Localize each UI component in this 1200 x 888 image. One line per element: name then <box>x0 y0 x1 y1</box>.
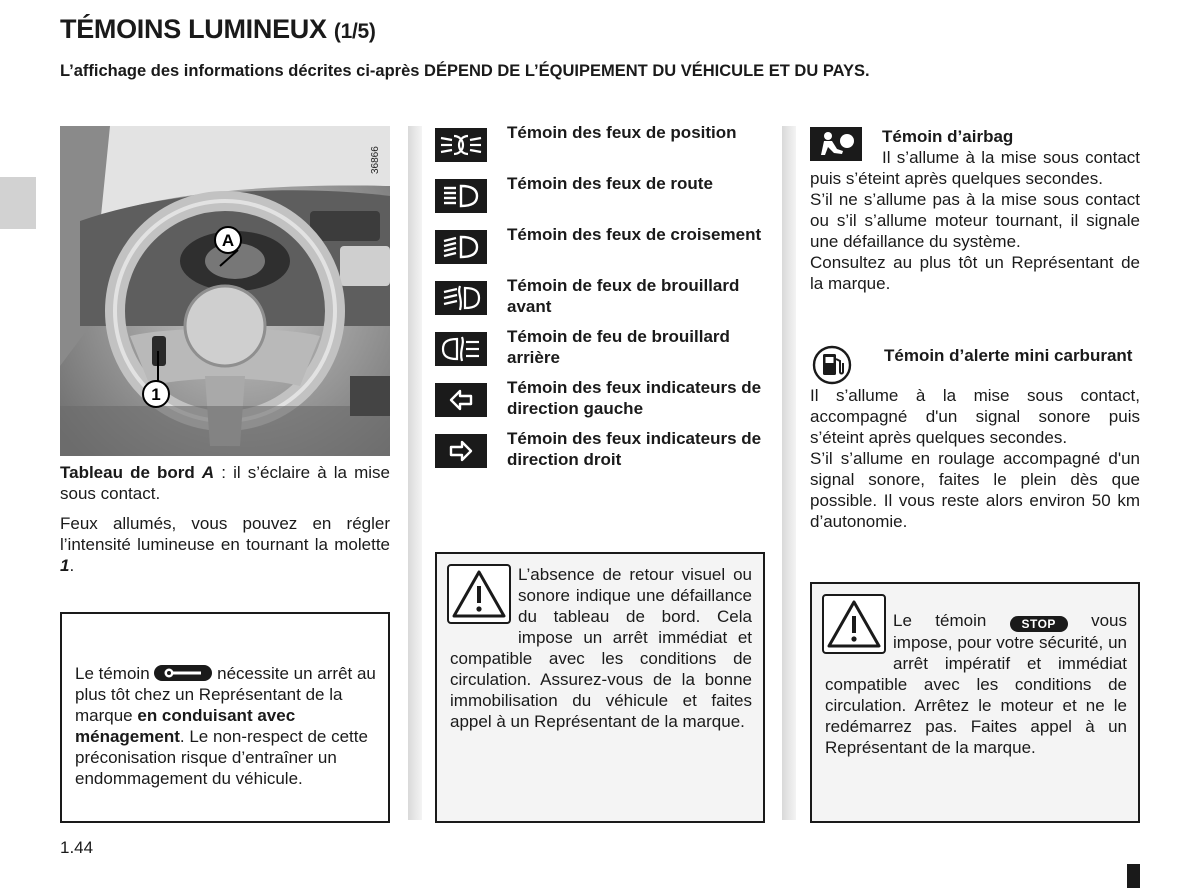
service-warning-bold: en conduisant avec ménagement <box>75 706 296 746</box>
brightness-text-end: . <box>69 556 75 575</box>
page-subtitle: L’affichage des informations décrites ci-après DÉPEND DE L’ÉQUIPEMENT DU VÉHICULE ET DU PAYS. <box>60 62 870 80</box>
title-text: TÉMOINS LUMINEUX <box>60 14 327 44</box>
indicator-label: Témoin des feux de croisement <box>507 225 762 244</box>
dashboard-term: Tableau de bord <box>60 463 195 482</box>
stop-warning-text-start: Le témoin <box>893 611 1010 630</box>
airbag-text-3: Consultez au plus tôt un Représentant de la marque. <box>810 253 1140 293</box>
title-suffix: (1/5) <box>333 20 376 43</box>
dashboard-description-text: : il s’éclaire à la mise sous contact. <box>60 463 390 503</box>
stop-warning-text-end: vous impose, pour votre sécurité, un arrêt impératif et immédiat compatible avec les conditions de circulation. Arrêtez le moteur et ne le redémarrez pas. Faites appel à un Représentant de la marque. <box>825 611 1127 757</box>
column-divider <box>782 126 796 820</box>
photo-label-1: 1 <box>151 385 161 404</box>
indicator-high-beam <box>435 174 765 223</box>
airbag-section <box>810 126 1140 294</box>
left-turn-signal-icon <box>435 383 487 417</box>
indicator-rear-fog-light <box>435 327 765 376</box>
indicator-low-beam <box>435 225 765 274</box>
service-warning-text-mid: nécessite un arrêt au plus tôt chez un Représentant de la marque <box>75 664 376 725</box>
corner-marker <box>1127 864 1140 888</box>
fuel-section <box>810 345 1140 532</box>
airbag-icon <box>810 127 862 161</box>
stop-warning-text <box>825 610 1127 758</box>
service-warning-text <box>75 663 377 789</box>
service-warning-text-start: Le témoin <box>75 664 155 683</box>
indicator-label: Témoin de feux de brouillard avant <box>507 276 740 316</box>
indicator-label: Témoin de feu de brouillard arrière <box>507 327 730 367</box>
dashboard-photo <box>60 126 390 456</box>
indicator-label: Témoin des feux indicateurs de direction gauche <box>507 378 762 418</box>
brightness-ref-1: 1 <box>60 556 70 575</box>
stop-badge: STOP <box>1010 616 1068 632</box>
wrench-icon <box>154 665 212 681</box>
rear-fog-light-icon <box>435 332 487 366</box>
indicator-left-turn-signal <box>435 378 765 427</box>
service-warning-text-end: . Le non-respect de cette préconisation risque d’entraîner un endommagement du véhicule. <box>75 727 368 788</box>
stop-warning-box <box>810 582 1140 823</box>
fuel-text-1: Il s’allume à la mise sous contact, accompagné d'un signal sonore puis s’éteint après quelques secondes. <box>810 386 1140 447</box>
indicator-position-lights <box>435 123 765 172</box>
dashboard-failure-warning-text <box>450 564 752 732</box>
section-tab-marker <box>0 177 36 229</box>
page-number: 1.44 <box>60 838 94 857</box>
position-lights-icon <box>435 128 487 162</box>
dashboard-failure-warning-body: L’absence de retour visuel ou sonore indique une défaillance du tableau de bord. Cela impose un arrêt immédiat et compatible avec les conditions de circulation. Assurez-vous de la bonne immobilisation du véhicule et faites appel à un Représentant de la marque. <box>450 565 752 731</box>
fuel-text-2: S’il s’allume en roulage accompagné d'un signal sonore, faites le plein dès que possible. Il vous reste alors environ 50 km d’autonomie. <box>810 449 1140 531</box>
indicator-front-fog-light <box>435 276 765 325</box>
airbag-text-2: S’il ne s’allume pas à la mise sous contact ou s’il s’allume moteur tournant, il signale une défaillance du système. <box>810 190 1140 251</box>
high-beam-icon <box>435 179 487 213</box>
indicator-label: Témoin des feux de route <box>507 174 713 193</box>
airbag-title: Témoin d’airbag <box>882 127 1014 146</box>
fuel-pump-icon <box>812 345 852 385</box>
front-fog-light-icon <box>435 281 487 315</box>
airbag-text-1: Il s’allume à la mise sous contact puis s’éteint après quelques secondes. <box>810 148 1140 188</box>
service-warning-box <box>60 612 390 823</box>
fuel-title: Témoin d’alerte mini carburant <box>884 346 1133 365</box>
dashboard-ref-a: A <box>201 463 215 482</box>
low-beam-icon <box>435 230 487 264</box>
indicator-right-turn-signal <box>435 429 765 478</box>
photo-label-a: A <box>221 231 235 250</box>
brightness-description <box>60 513 390 576</box>
indicator-label: Témoin des feux indicateurs de direction droit <box>507 429 762 469</box>
page-title <box>60 14 376 45</box>
indicator-label: Témoin des feux de position <box>507 123 737 142</box>
column-divider <box>408 126 422 820</box>
dashboard-failure-warning-box <box>435 552 765 823</box>
dashboard-description <box>60 462 390 504</box>
brightness-text: Feux allumés, vous pouvez en régler l’intensité lumineuse en tournant la molette <box>60 514 390 554</box>
right-turn-signal-icon <box>435 434 487 468</box>
photo-reference-code: 36866 <box>370 146 381 174</box>
